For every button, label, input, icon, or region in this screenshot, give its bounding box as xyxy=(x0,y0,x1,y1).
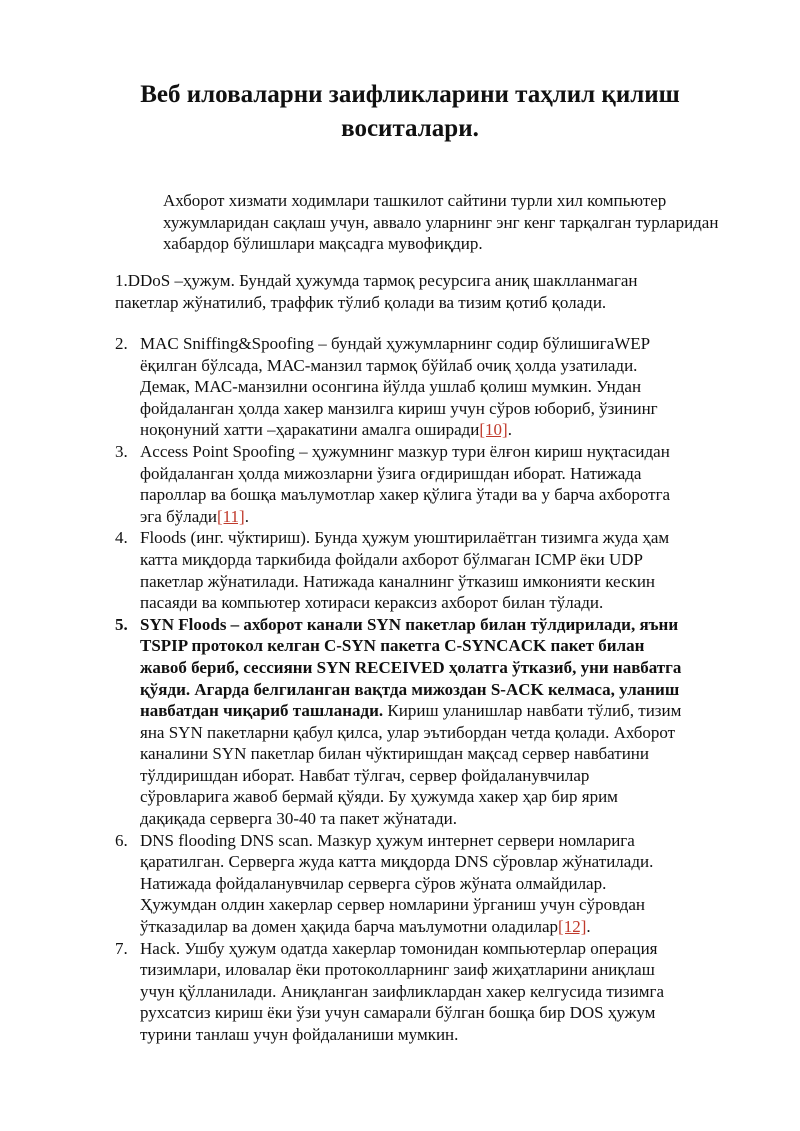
text-line: яна SYN пакетларни қабул қилса, улар эътибордан четда қолади. Ахборот xyxy=(140,722,676,742)
reference-link[interactable]: [12] xyxy=(558,917,587,937)
list-number: 7. xyxy=(115,938,128,958)
text-segment: ноқонуний хатти –ҳаракатини амалга оширади xyxy=(140,420,480,440)
ddos-paragraph xyxy=(115,270,755,313)
text-segment: . xyxy=(244,506,249,526)
reference-link[interactable]: [11] xyxy=(217,506,245,526)
text-line: фойдаланган ҳолда хакер манзилга кириш учун сўров юбориб, ўзининг xyxy=(140,398,658,418)
reference-link[interactable]: [10] xyxy=(479,420,508,440)
text-line: пакетлар жўнатилади. Натижада каналнинг ўтказиш имконияти кескин xyxy=(140,571,656,591)
text-segment: навбатдан чиқариб ташланади. xyxy=(140,701,384,721)
text-line: 1.DDoS –ҳужум. Бундай ҳужумда тармоқ ресурсига аниқ шаклланмаган xyxy=(115,271,638,290)
text-line: DNS flooding DNS scan. Мазкур ҳужум интернет сервери номларига xyxy=(140,830,635,850)
text-line: катта миқдорда таркибида фойдали ахборот бўлмаган ICMP ёки UDP xyxy=(140,549,644,569)
text-line: Hack. Ушбу ҳужум одатда хакерлар томонидан компьютерлар операция xyxy=(140,938,658,958)
text-segment: эга бўлади xyxy=(140,506,217,526)
list-number: 6. xyxy=(115,830,128,850)
text-line: қаратилган. Серверга жуда катта миқдорда DNS сўровлар жўнатилади. xyxy=(140,852,654,872)
title-line: Веб иловаларни заифликларини таҳлил қилиш xyxy=(140,81,680,108)
list-number: 4. xyxy=(115,528,128,548)
text-line: қўяди. Агарда белгиланган вақтда мижоздан S-ACK келмаса, уланиш xyxy=(140,679,680,699)
text-line: TSPIP протокол келган C-SYN пакетга C-SYNCACK пакет билан xyxy=(140,636,645,656)
text-line: пасаяди ва компьютер хотираси кераксиз ахборот билан тўлади. xyxy=(140,593,604,613)
document-title xyxy=(100,78,720,146)
text-line: MAC Sniffing&Spoofing – бундай ҳужумларнинг содир бўлишигаWEP xyxy=(140,334,651,353)
list-item xyxy=(115,441,755,527)
text-line xyxy=(140,506,755,528)
list-item xyxy=(115,830,755,938)
list-item xyxy=(115,527,755,613)
text-line: пароллар ва бошқа маълумотлар хакер қўлига ўтади ва у барча ахборотга xyxy=(140,485,671,505)
attack-list xyxy=(115,333,755,1046)
text-segment: Кириш уланишлар навбати тўлиб, тизим xyxy=(383,701,682,721)
text-line: Ҳужумдан олдин хакерлар сервер номларини ўрганиш учун сўровдан xyxy=(140,895,646,915)
list-number: 5. xyxy=(115,614,128,634)
text-segment: . xyxy=(507,420,512,440)
text-line: Access Point Spoofing – ҳужумнинг мазкур тури ёлғон кириш нуқтасидан xyxy=(140,441,670,461)
title-line: воситалари. xyxy=(341,115,479,142)
text-line: тўлдиришдан иборат. Навбат тўлгач, сервер фойдаланувчилар xyxy=(140,765,590,785)
list-item xyxy=(115,614,755,830)
text-line: ёқилган бўлсада, МАС-манзил тармоқ бўйлаб очиқ ҳолда узатилади. xyxy=(140,355,638,375)
text-line xyxy=(140,700,755,722)
text-line: Floods (инг. чўктириш). Бунда ҳужум уюштирилаётган тизимга жуда ҳам xyxy=(140,528,670,548)
text-line: рухсатсиз кириш ёки ўзи учун самарали бўлган бошқа бир DOS ҳужум xyxy=(140,1003,656,1023)
text-line: сўровларига жавоб бермай қўяди. Бу ҳужумда хакер ҳар бир ярим xyxy=(140,787,618,807)
text-line: Демак, МАС-манзилни осонгина йўлда ушлаб қолиш мумкин. Ундан xyxy=(140,377,642,397)
text-line: дақиқада серверга 30-40 та пакет жўнатади. xyxy=(140,809,458,829)
text-line: пакетлар жўнатилиб, траффик тўлиб қолади ва тизим қотиб қолади. xyxy=(115,292,607,312)
list-number: 2. xyxy=(115,334,128,353)
text-line: жавоб бериб, сессияни SYN RECEIVED ҳолатга ўтказиб, уни навбатга xyxy=(140,657,682,677)
text-line xyxy=(140,916,755,938)
list-item xyxy=(115,333,755,441)
text-line: Ахборот хизмати ходимлари ташкилот сайтини турли хил компьютер xyxy=(163,191,667,210)
list-number: 3. xyxy=(115,441,128,461)
text-segment: . xyxy=(586,917,591,937)
text-line: Натижада фойдаланувчилар серверга сўров жўната олмайдилар. xyxy=(140,873,607,893)
text-line: хабардор бўлишлари мақсадга мувофиқдир. xyxy=(163,234,483,254)
intro-paragraph xyxy=(115,190,755,255)
text-line: фойдаланган ҳолда мижозларни ўзига оғдиришдан иборат. Натижада xyxy=(140,463,642,483)
list-item xyxy=(115,938,755,1046)
text-line: SYN Floods – ахборот канали SYN пакетлар билан тўлдирилади, яъни xyxy=(140,614,679,634)
text-segment: ўтказадилар ва домен ҳақида барча маълумотни оладилар xyxy=(140,917,559,937)
text-line: хужумларидан сақлаш учун, аввало уларнинг энг кенг тарқалган турларидан xyxy=(163,212,719,232)
text-line: турини танлаш учун фойдаланиши мумкин. xyxy=(140,1025,459,1044)
text-line: тизимлари, иловалар ёки протоколларнинг заиф жиҳатларини аниқлаш xyxy=(140,960,655,980)
text-line: каналини SYN пакетлар билан чўктиришдан мақсад сервер навбатини xyxy=(140,744,649,764)
text-line xyxy=(140,419,755,441)
text-line: учун қўлланилади. Аниқланган заифликлардан хакер келгусида тизимга xyxy=(140,981,664,1001)
